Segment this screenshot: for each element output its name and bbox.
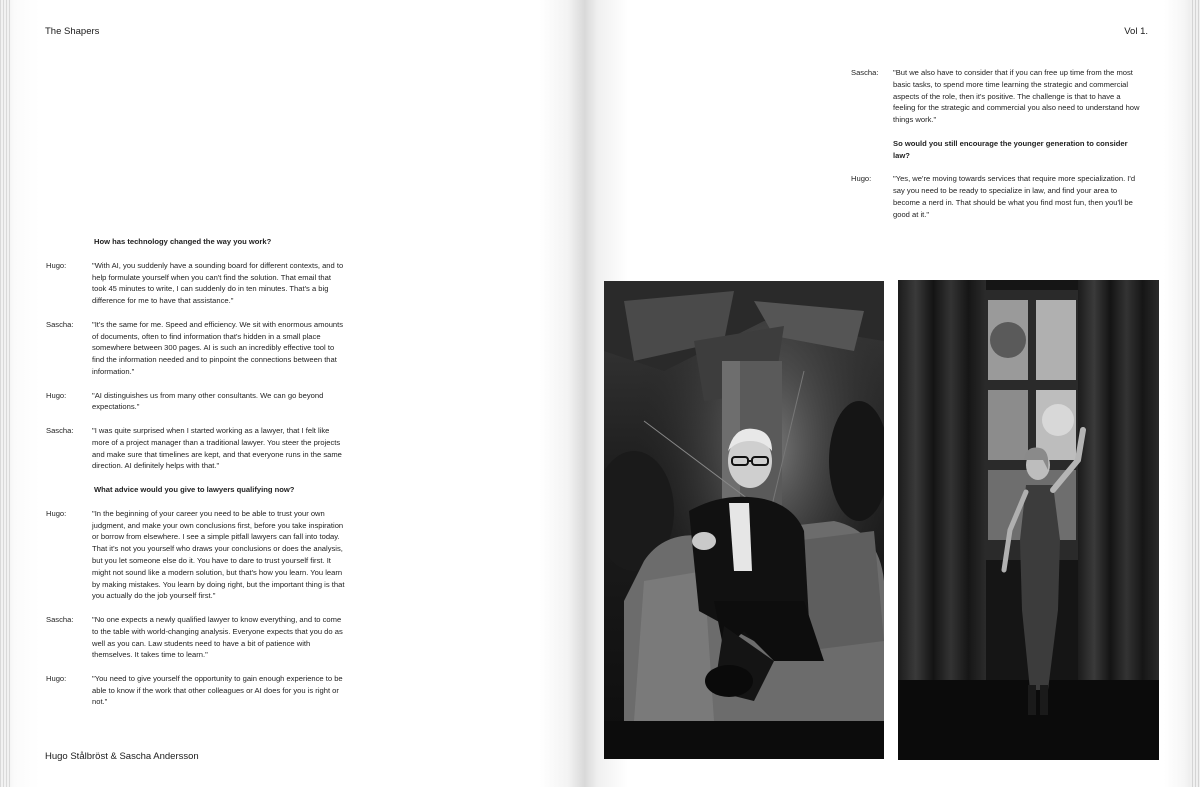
interview-left (46, 236, 346, 720)
interview-question: So would you still encourage the younger generation to consider law? (893, 138, 1128, 160)
interview-right (851, 67, 1141, 232)
speaker-name: Sascha: (46, 614, 74, 624)
interview-answer (851, 173, 1141, 220)
interview-answer (46, 673, 346, 708)
page-edge-left (0, 0, 10, 787)
speaker-name: Sascha: (46, 319, 74, 329)
answer-text: "AI distinguishes us from many other consultants. We can go beyond expectations." (92, 390, 324, 412)
answer-text: "No one expects a newly qualified lawyer to know everything, and to come to the table with world-changing analysis. Everyone expects that you do as well as you can. Law students need to have a bit of patience with themselves. It takes time to learn." (92, 614, 343, 660)
interview-answer (46, 614, 346, 661)
speaker-name: Sascha: (851, 68, 879, 77)
running-footer: Hugo Stålbröst & Sascha Andersson (45, 751, 199, 762)
speaker-name: Hugo: (851, 174, 872, 184)
running-header-left: The Shapers (45, 26, 100, 37)
answer-text: "I was quite surprised when I started working as a lawyer, that I felt like more of a project manager than a traditional lawyer. You steer the projects and make sure that timelines are kept, and that everyone runs in the same direction. AI definitely helps with that." (92, 425, 342, 471)
speaker-name: Hugo: (46, 390, 67, 400)
speaker-name: Hugo: (46, 508, 67, 518)
page-edge-right (1190, 0, 1200, 787)
speaker-name: Sascha: (46, 425, 74, 435)
answer-text: "In the beginning of your career you need to be able to trust your own judgment, and make your own conclusions first, before you take inspiration or borrow from elsewhere. I see a simple pitfall lawyers can fall into today. That it's not you yourself who draws your conclusions or does the analysis, but you let someone else do it. You have to dare to trust yourself first. It might not sound like a modern solution, but that's how you learn. You learn by making mistakes. You learn by doing right, but the important thing is that you actually do the job yourself first." (92, 508, 345, 601)
running-header-right: Vol 1. (1124, 26, 1148, 37)
left-page (0, 0, 584, 787)
portrait-photo-sascha (898, 280, 1159, 760)
interview-question: What advice would you give to lawyers qualifying now? (94, 484, 295, 494)
speaker-name: Hugo: (46, 673, 67, 683)
answer-text: "Yes, we're moving towards services that require more specialization. I'd say you need to be ready to specialize in law, and find your area to become a nerd in. That should be what you find most fun, then you'll be good at it." (893, 174, 1136, 219)
interview-question: How has technology changed the way you work? (94, 237, 272, 246)
speaker-name: Hugo: (46, 260, 67, 270)
interview-answer (46, 425, 346, 472)
interview-answer (851, 67, 1141, 126)
answer-text: "With AI, you suddenly have a sounding board for different contexts, and to help formulate yourself when you can't find the solution. That email that took 45 minutes to write, I can suddenly do in ten minutes. That's a big difference for me to have that assistance." (92, 260, 344, 306)
answer-text: "But we also have to consider that if you can free up time from the most basic tasks, to spend more time learning the strategic and commercial aspects of the role, then it's positive. The challenge is that to have a feeling for the strategic and commercial you also need to understand how things work." (893, 68, 1140, 125)
portrait-photo-hugo (604, 281, 884, 759)
answer-text: "It's the same for me. Speed and efficiency. We sit with enormous amounts of documents, often to find information that's hidden in a small place somewhere between 300 pages. AI is such an incredibly effective tool to find the information needed and to pinpoint the connections between that information." (92, 319, 344, 376)
interview-answer (46, 390, 346, 414)
answer-text: "You need to give yourself the opportunity to gain enough experience to be able to know if the work that other colleagues or AI does for you is right or not." (92, 673, 343, 707)
interview-answer (46, 260, 346, 307)
interview-answer (46, 319, 346, 378)
interview-answer (46, 508, 346, 602)
